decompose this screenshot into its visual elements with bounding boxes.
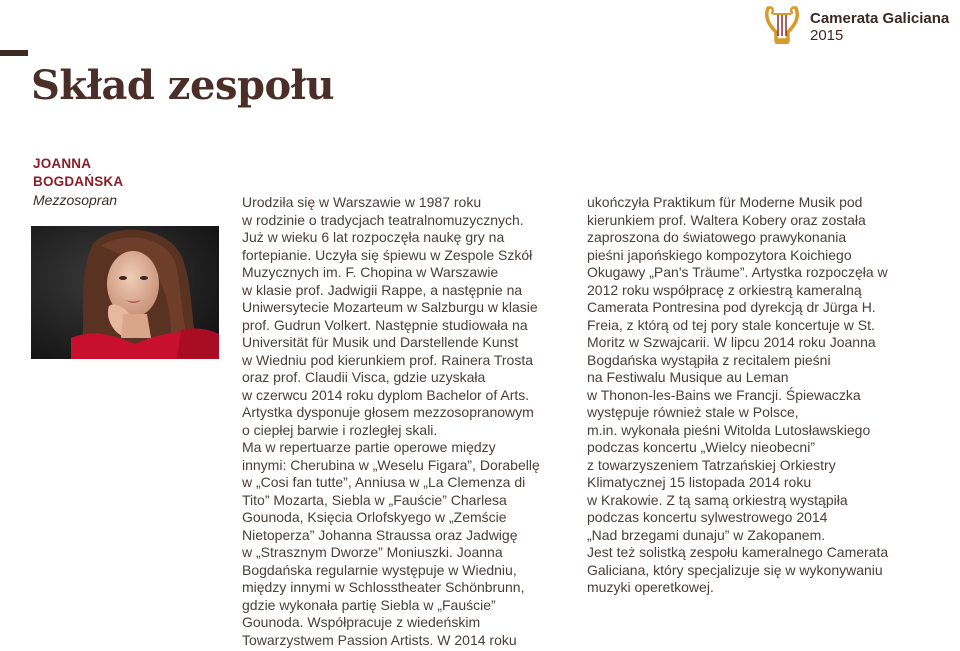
logo-name: Camerata Galiciana — [810, 10, 950, 27]
bio-line: między innymi w Schlosstheater Schönbrunn, — [242, 579, 525, 595]
bio-line: innymi: Cherubina w „Weselu Figara”, Dorabellę — [242, 456, 540, 473]
bio-line: Artystka dysponuje głosem mezzosopranowym — [242, 404, 534, 420]
bio-line: Universität für Musik und Darstellende Kunst — [242, 334, 519, 350]
bio-line: Towarzystwem Passion Artists. W 2014 roku — [242, 631, 517, 648]
bio-line: Gounoda. Współpracuje z wiedeńskim — [242, 614, 481, 630]
bio-line: ukończyła Praktikum für Moderne Musik pod — [587, 194, 863, 210]
bio-line: Freia, z którą od tej pory stale koncertuje w St. — [587, 316, 875, 333]
bio-line: zaproszona do światowego prawykonania — [587, 229, 847, 245]
bio-line: pieśni japońskiego kompozytora Koichiego — [587, 246, 852, 263]
bio-line: na Festiwalu Musique au Leman — [587, 369, 789, 385]
person-first-name: JOANNA — [33, 156, 92, 171]
bio-column-1 — [242, 194, 568, 649]
accent-bar — [0, 50, 28, 56]
bio-line: Moritz w Szwajcarii. W lipcu 2014 roku Joanna — [587, 334, 876, 350]
bio-line: Camerata Pontresina pod dyrekcją dr Jürga H. — [587, 299, 876, 315]
bio-line: w Thonon-les-Bains we Francji. Śpiewaczka — [587, 386, 861, 403]
bio-line: Uniwersytecie Mozarteum w Salzburgu w klasie — [242, 299, 538, 315]
bio-line: oraz prof. Claudii Visca, gdzie uzyskała — [242, 369, 486, 385]
bio-line: w „Cosi fan tutte”, Anniusa w „La Clemenza di — [242, 474, 526, 490]
bio-line: podczas koncertu „Wielcy nieobecni” — [587, 439, 815, 455]
bio-line: gdzie wykonała partię Siebla w „Fauście” — [242, 596, 496, 613]
bio-line: Klimatycznej 15 listopada 2014 roku — [587, 474, 812, 490]
bio-line: Gounoda, Księcia Orlofskyego w „Zemście — [242, 509, 507, 525]
bio-column-2 — [587, 194, 917, 597]
logo-year: 2015 — [810, 27, 844, 44]
bio-line: fortepianie. Uczyła się śpiewu w Zespole Szkół — [242, 246, 533, 263]
bio-line: występuje również stale w Polsce, — [587, 404, 799, 420]
bio-line: w Wiedniu pod kierunkiem prof. Rainera Trosta — [242, 351, 534, 368]
voice-type: Mezzosopran — [33, 192, 118, 208]
bio-line: kierunkiem prof. Waltera Kobery oraz została — [587, 211, 866, 228]
portrait-photo — [31, 226, 219, 359]
bio-line: m.in. wykonała pieśni Witolda Lutosławskiego — [587, 421, 871, 438]
page-title: Skład zespołu — [31, 62, 335, 109]
bio-line: podczas koncertu sylwestrowego 2014 — [587, 509, 828, 525]
bio-line: Muzycznych im. F. Chopina w Warszawie — [242, 264, 499, 280]
bio-line: Bogdańska regularnie występuje w Wiedniu, — [242, 561, 517, 578]
bio-line: Jest też solistką zespołu kameralnego Camerata — [587, 544, 889, 560]
bio-line: muzyki operetkowej. — [587, 579, 714, 595]
bio-line: Ma w repertuarze partie operowe między — [242, 439, 496, 455]
logo — [760, 2, 960, 46]
bio-line: Urodziła się w Warszawie w 1987 roku — [242, 194, 482, 210]
bio-line: w „Strasznym Dworze” Moniuszki. Joanna — [242, 544, 503, 560]
bio-line: w klasie prof. Jadwigii Rappe, a następnie na — [242, 281, 523, 298]
bio-line: 2012 roku współpracę z orkiestrą kameralną — [587, 281, 862, 298]
bio-line: Bogdańska wystąpiła z recitalem pieśni — [587, 351, 831, 368]
bio-line: w rodzinie o tradycjach teatralnomuzycznych. — [242, 211, 524, 228]
bio-line: Tito” Mozarta, Siebla w „Fauście” Charlesa — [242, 491, 507, 508]
bio-line: w Krakowie. Z tą samą orkiestrą wystąpiła — [587, 491, 848, 508]
bio-line: o ciepłej barwie i rozległej skali. — [242, 421, 438, 438]
bio-line: Galiciana, który specjalizuje się w wykonywaniu — [587, 561, 883, 578]
bio-line: w czerwcu 2014 roku dyplom Bachelor of Arts. — [242, 386, 530, 403]
lyre-icon — [760, 2, 804, 46]
bio-line: prof. Gudrun Volkert. Następnie studiowała na — [242, 316, 528, 333]
person-last-name: BOGDAŃSKA — [33, 174, 124, 189]
bio-line: Okugawy „Pan's Träume”. Artystka rozpoczęła w — [587, 264, 888, 280]
bio-line: „Nad brzegami dunaju” w Zakopanem. — [587, 526, 826, 543]
bio-line: z towarzyszeniem Tatrzańskiej Orkiestry — [587, 456, 836, 473]
bio-line: Nietoperza” Johanna Straussa oraz Jadwigę — [242, 526, 518, 543]
bio-line: Już w wieku 6 lat rozpoczęła naukę gry na — [242, 229, 505, 245]
